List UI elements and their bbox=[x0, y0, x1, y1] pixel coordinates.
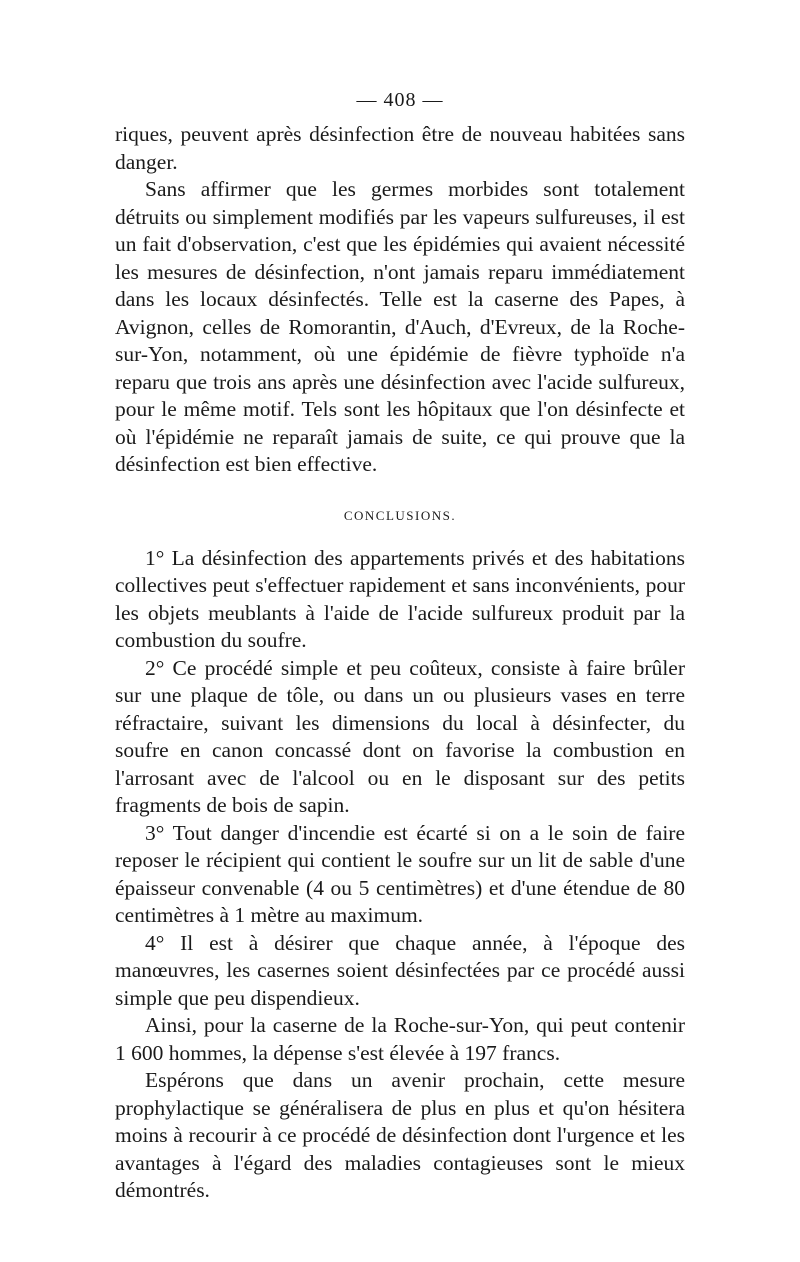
conclusion-4: 4° Il est à désirer que chaque année, à l'époque des manœuvres, les casernes soient désinfectées par ce procédé aussi simple que peu dispendieux. bbox=[115, 930, 685, 1010]
conclusion-2: 2° Ce procédé simple et peu coûteux, consiste à faire brûler sur une plaque de tôle, ou dans un ou plusieurs vases en terre réfractaire, suivant les dimensions du local à désinfecter, du soufre en canon concassé dont on favorise la combustion en l'arrosant avec de l'alcool ou en le disposant sur des petits fragments de bois de sapin. bbox=[115, 655, 685, 817]
section-heading-conclusions: CONCLUSIONS. bbox=[343, 507, 457, 523]
paragraph-closing: Espérons que dans un avenir prochain, cette mesure prophylactique se généralisera de plus en plus et qu'on hésitera moins à recourir à ce procédé de désinfection dont l'urgence et les avantages à l'égard des maladies contagieuses sont le mieux démontrés. bbox=[115, 1068, 685, 1202]
page-number: — 408 — bbox=[356, 89, 444, 111]
book-page bbox=[115, 85, 685, 1205]
conclusion-1: 1° La désinfection des appartements privés et des habitations collectives peut s'effectuer rapidement et sans inconvénients, pour les objets meublants à l'aide de l'acide sulfureux produit par la combustion du soufre. bbox=[115, 545, 685, 652]
paragraph-observation: Sans affirmer que les germes morbides sont totalement détruits ou simplement modifiés par les vapeurs sulfureuses, il est un fait d'observation, c'est que les épidémies qui avaient nécessité les mesures de désinfection, n'ont jamais reparu immédiatement dans les locaux désinfectés. Telle est la caserne des Papes, à Avignon, celles de Romorantin, d'Auch, d'Evreux, de la Roche-sur-Yon, notamment, où une épidémie de fièvre typhoïde n'a reparu que trois ans après une désinfection avec l'acide sulfureux, pour le même motif. Tels sont les hôpitaux que l'on désinfecte et où l'épidémie ne reparaît jamais de suite, ce qui prouve que la désinfection est bien effective. bbox=[115, 177, 685, 476]
conclusion-3: 3° Tout danger d'incendie est écarté si on a le soin de faire reposer le récipient qui contient le soufre sur un lit de sable d'une épaisseur convenable (4 ou 5 centimètres) et d'une étendue de 80 centimètres à 1 mètre au maximum. bbox=[115, 820, 685, 927]
paragraph-cost: Ainsi, pour la caserne de la Roche-sur-Yon, qui peut contenir 1 600 hommes, la dépense s'est élevée à 197 francs. bbox=[115, 1013, 685, 1065]
paragraph-continuation: riques, peuvent après désinfection être de nouveau habitées sans danger. bbox=[115, 122, 685, 174]
